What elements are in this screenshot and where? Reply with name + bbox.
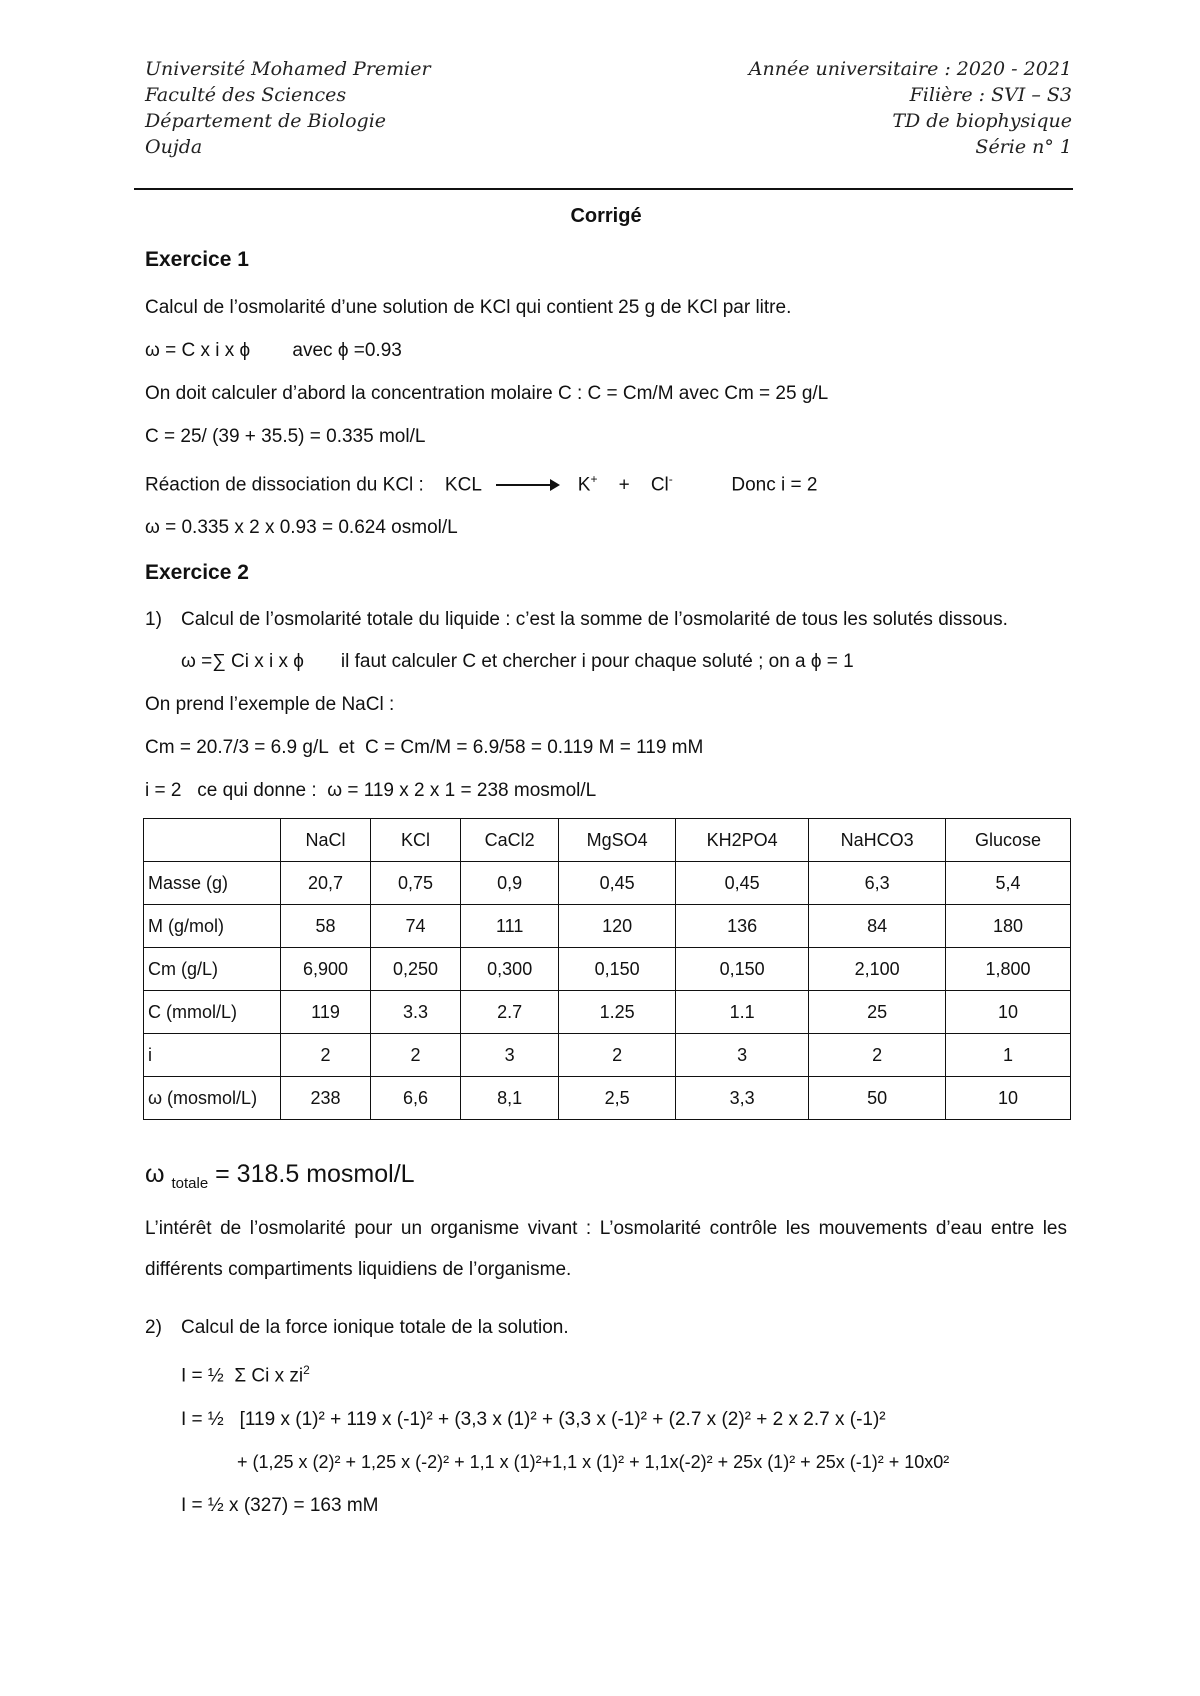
table-cell: 2 xyxy=(281,1034,371,1077)
table-cell: Cm (g/L) xyxy=(144,948,281,991)
table-cell: 1,800 xyxy=(945,948,1070,991)
table-header-cell xyxy=(144,819,281,862)
header-university: Université Mohamed Premier xyxy=(145,58,431,80)
table-header-cell: Glucose xyxy=(945,819,1070,862)
ex1-step2: C = 25/ (39 + 35.5) = 0.335 mol/L xyxy=(145,426,426,447)
table-row xyxy=(144,1077,1071,1120)
table-cell: 25 xyxy=(809,991,946,1034)
table-header-row xyxy=(144,819,1071,862)
reaction-k-charge: + xyxy=(590,472,598,486)
header-field: Filière : SVI – S3 xyxy=(909,84,1072,106)
table-cell: 3,3 xyxy=(675,1077,808,1120)
osmolarity-interest: L’intérêt de l’osmolarité pour un organisme vivant : L’osmolarité contrôle les mouvements d’eau entre les différents compartiments liquidiens de l’organisme. xyxy=(145,1218,1067,1281)
q2-formula-main: I = ½ Σ Ci x zi xyxy=(181,1365,304,1387)
q1-example: On prend l’exemple de NaCl : xyxy=(145,694,395,716)
table-cell: 2,5 xyxy=(559,1077,676,1120)
header-department: Département de Biologie xyxy=(145,110,387,132)
table-cell: 1.25 xyxy=(559,991,676,1034)
table-cell: 2.7 xyxy=(461,991,559,1034)
q1-formula: ω =∑ Ci x i x ϕ il faut calculer C et chercher i pour chaque soluté ; on a ϕ = 1 xyxy=(181,651,854,673)
table-cell: 120 xyxy=(559,905,676,948)
q2-line2: + (1,25 x (2)² + 1,25 x (-2)² + 1,1 x (1)²+1,1 x (1)² + 1,1x(-2)² + 25x (1)² + 25x (-1)² + 10x0² xyxy=(237,1451,950,1472)
table-header-cell: CaCl2 xyxy=(461,819,559,862)
table-row xyxy=(144,948,1071,991)
header-year: Année universitaire : 2020 - 2021 xyxy=(748,58,1072,80)
ex2-question-1 xyxy=(145,599,1067,640)
table-cell: 2 xyxy=(809,1034,946,1077)
header-left xyxy=(145,56,431,160)
table-header-cell: KH2PO4 xyxy=(675,819,808,862)
table-cell: 0,150 xyxy=(675,948,808,991)
reaction-k: K xyxy=(577,474,591,496)
q1-calc1: Cm = 20.7/3 = 6.9 g/L et C = Cm/M = 6.9/58 = 0.119 M = 119 mM xyxy=(145,737,704,759)
solutes-table xyxy=(143,818,1071,1120)
document-body xyxy=(145,205,1067,1527)
table-row xyxy=(144,1034,1071,1077)
q2-formula xyxy=(145,1349,1067,1397)
reaction-conclusion: Donc i = 2 xyxy=(731,474,818,496)
ex2-question-2 xyxy=(145,1306,1067,1349)
page-title: Corrigé xyxy=(570,205,642,227)
table-cell: 10 xyxy=(945,1077,1070,1120)
exercise-1-heading: Exercice 1 xyxy=(145,248,249,271)
table-cell: 2,100 xyxy=(809,948,946,991)
q2-formula-exponent: 2 xyxy=(303,1363,310,1378)
reaction-cl: Cl xyxy=(650,474,669,496)
header-course: TD de biophysique xyxy=(892,110,1072,132)
ex1-formula: ω = C x i x ϕ avec ϕ =0.93 xyxy=(145,340,402,361)
q2-result: I = ½ x (327) = 163 mM xyxy=(181,1494,379,1516)
table-cell: 0,150 xyxy=(559,948,676,991)
table-cell: 10 xyxy=(945,991,1070,1034)
header-city: Oujda xyxy=(145,136,203,158)
table-cell: 111 xyxy=(461,905,559,948)
table-cell: 0,250 xyxy=(371,948,461,991)
table-cell: 74 xyxy=(371,905,461,948)
table-header-cell: NaCl xyxy=(281,819,371,862)
table-cell: C (mmol/L) xyxy=(144,991,281,1034)
header-right xyxy=(749,56,1072,160)
table-cell: 2 xyxy=(559,1034,676,1077)
table-cell: 3 xyxy=(675,1034,808,1077)
table-cell: 3.3 xyxy=(371,991,461,1034)
ex1-intro: Calcul de l’osmolarité d’une solution de KCl qui contient 25 g de KCl par litre. xyxy=(145,297,792,318)
table-cell: 20,7 xyxy=(281,862,371,905)
table-cell: i xyxy=(144,1034,281,1077)
total-subscript: totale xyxy=(171,1175,209,1193)
reaction-label: Réaction de dissociation du KCl : KCL xyxy=(145,474,482,496)
table-cell: ω (mosmol/L) xyxy=(144,1077,281,1120)
header-faculty: Faculté des Sciences xyxy=(145,84,347,106)
table-cell: 0,75 xyxy=(371,862,461,905)
table-cell: 119 xyxy=(281,991,371,1034)
table-header-cell: NaHCO3 xyxy=(809,819,946,862)
table-header-cell: KCl xyxy=(371,819,461,862)
table-cell: 0,300 xyxy=(461,948,559,991)
ex1-step1: On doit calculer d’abord la concentration molaire C : C = Cm/M avec Cm = 25 g/L xyxy=(145,383,829,404)
table-cell: 1.1 xyxy=(675,991,808,1034)
reaction-arrow-icon xyxy=(496,484,558,486)
table-cell: Masse (g) xyxy=(144,862,281,905)
table-header-cell: MgSO4 xyxy=(559,819,676,862)
table-cell: 6,6 xyxy=(371,1077,461,1120)
table-cell: 238 xyxy=(281,1077,371,1120)
ex1-reaction xyxy=(145,458,1067,506)
total-omega: ω xyxy=(145,1160,165,1189)
table-cell: 6,3 xyxy=(809,862,946,905)
q1-number: 1) xyxy=(145,609,162,631)
table-cell: 5,4 xyxy=(945,862,1070,905)
table-cell: 180 xyxy=(945,905,1070,948)
reaction-cl-charge: - xyxy=(668,472,673,486)
total-value: = 318.5 mosmol/L xyxy=(215,1160,415,1189)
table-cell: 2 xyxy=(371,1034,461,1077)
table-row xyxy=(144,905,1071,948)
table-cell: 1 xyxy=(945,1034,1070,1077)
table-cell: 8,1 xyxy=(461,1077,559,1120)
total-osmolarity xyxy=(145,1154,1067,1204)
q2-text: Calcul de la force ionique totale de la solution. xyxy=(181,1317,569,1339)
table-cell: M (g/mol) xyxy=(144,905,281,948)
exercise-2-heading: Exercice 2 xyxy=(145,561,249,585)
reaction-plus: + xyxy=(618,474,630,496)
table-cell: 58 xyxy=(281,905,371,948)
table-cell: 0,45 xyxy=(675,862,808,905)
header-divider xyxy=(134,188,1073,190)
q1-calc2: i = 2 ce qui donne : ω = 119 x 2 x 1 = 238 mosmol/L xyxy=(145,780,597,802)
table-row xyxy=(144,991,1071,1034)
table-cell: 50 xyxy=(809,1077,946,1120)
header-series: Série n° 1 xyxy=(975,136,1072,158)
ex1-result: ω = 0.335 x 2 x 0.93 = 0.624 osmol/L xyxy=(145,517,458,539)
table-cell: 84 xyxy=(809,905,946,948)
table-cell: 3 xyxy=(461,1034,559,1077)
table-cell: 136 xyxy=(675,905,808,948)
table-cell: 0,9 xyxy=(461,862,559,905)
q2-line1: I = ½ [119 x (1)² + 119 x (-1)² + (3,3 x (1)² + (3,3 x (-1)² + (2.7 x (2)² + 2 x 2.7 x (-1)² xyxy=(181,1408,886,1430)
table-cell: 0,45 xyxy=(559,862,676,905)
q2-number: 2) xyxy=(145,1317,162,1339)
table-cell: 6,900 xyxy=(281,948,371,991)
table-row xyxy=(144,862,1071,905)
q1-text: Calcul de l’osmolarité totale du liquide : c’est la somme de l’osmolarité de tous les solutés dissous. xyxy=(181,609,1008,631)
